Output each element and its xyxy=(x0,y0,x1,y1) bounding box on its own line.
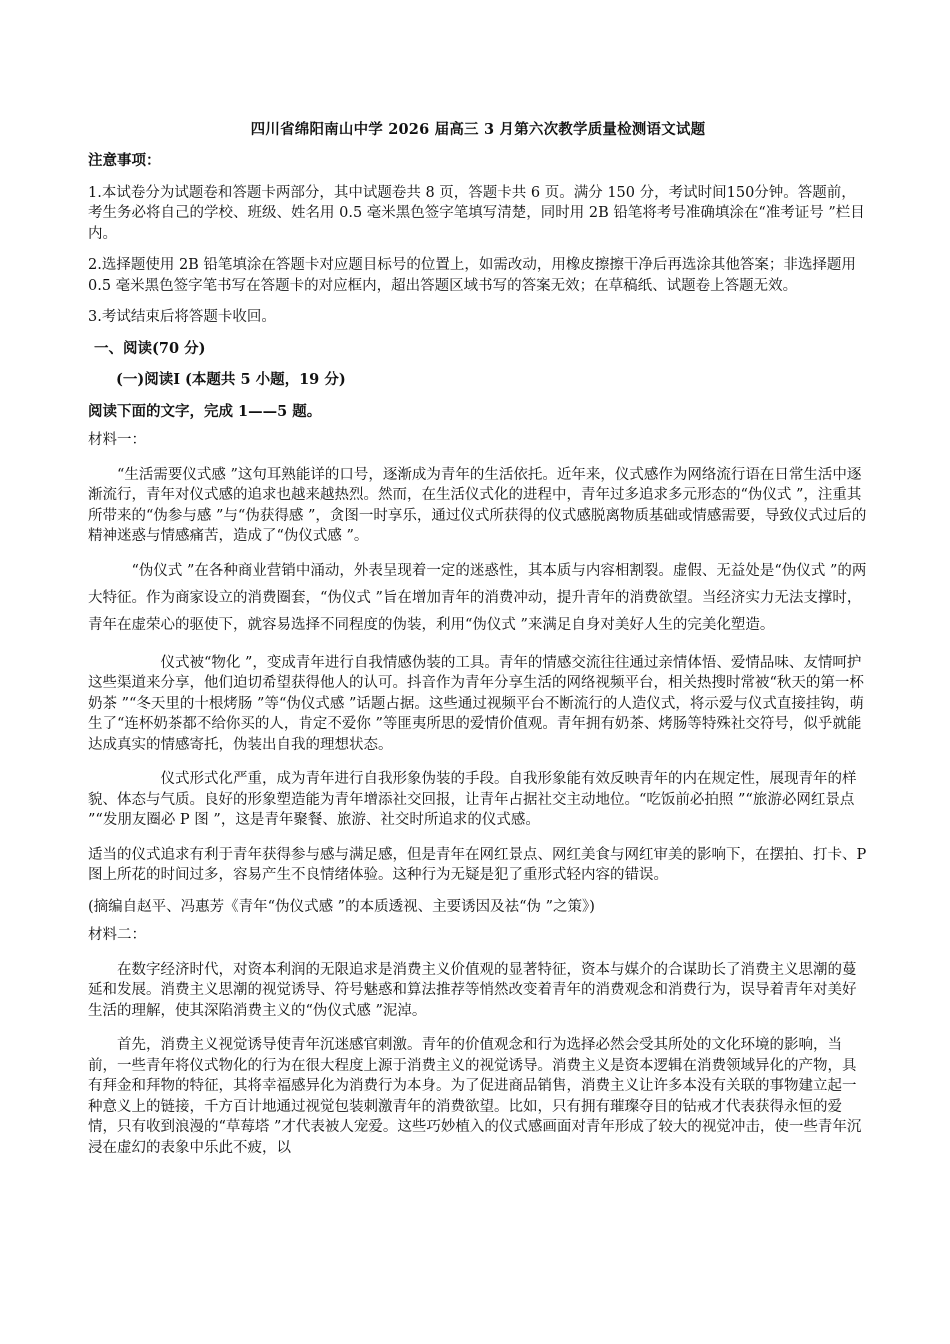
section-heading: 一、阅读(70 分) xyxy=(94,339,206,357)
notice-item-2: 2.选择题使用 2B 铅笔填涂在答题卡对应题目标号的位置上，如需改动，用橡皮擦擦干净后再选涂其他答案；非选择题用 0.5 毫米黑色签字笔书写在答题卡的对应框内，超出答题区域书写的答案无效；在草稿纸、试题卷上答题无效。 xyxy=(88,257,856,294)
material1-label: 材料一： xyxy=(88,432,146,448)
exam-title: 四川省绵阳南山中学 2026 届高三 3 月第六次教学质量检测语文试题 xyxy=(250,121,706,138)
notice-item-1: 1.本试卷分为试题卷和答题卡两部分，其中试题卷共 8 页，答题卡共 6 页。满分 150 分，考试时间150分钟。答题前，考生务必将自己的学校、班级、姓名用 0.5 毫米黑色签字笔填写清楚，同时用 2B 铅笔将考号准确填涂在“准考证号 ”栏目内。 xyxy=(88,184,865,242)
reading-instruction: 阅读下面的文字，完成 1——5 题。 xyxy=(88,402,322,420)
notice-heading: 注意事项： xyxy=(88,152,161,169)
subsection-heading: (一)阅读Ⅰ (本题共 5 小题，19 分) xyxy=(116,371,346,388)
material1-paragraph-2: “伪仪式 ”在各种商业营销中涌动，外表呈现着一定的迷惑性，其本质与内容相割裂。虚假、无益处是“伪仪式 ”的两大特征。作为商家设立的消费圈套，“伪仪式 ”旨在增加青年的消费冲动，提升青年的消费欲望。当经济实力无法支撑时，青年在虚荣心的驱使下，就容易选择不同程度的伪装，利用“伪仪式 ”来满足自身对美好人生的完美化塑造。 xyxy=(88,562,867,633)
notice-item-3: 3.考试结束后将答题卡收回。 xyxy=(88,309,276,325)
material1-paragraph-4: 仪式形式化严重，成为青年进行自我形象伪装的手段。自我形象能有效反映青年的内在规定性，展现青年的样貌、体态与气质。良好的形象塑造能为青年增添社交回报，让青年占据社交主动地位。“吃饭前必拍照 ”“旅游必网红景点 ”“发朋友圈必 P 图 ”，这是青年聚餐、旅游、社交时所追求的仪式感。 xyxy=(88,771,857,828)
material1-paragraph-5: 适当的仪式追求有利于青年获得参与感与满足感，但是青年在网红景点、网红美食与网红审美的影响下，在摆拍、打卡、P 图上所花的时间过多，容易产生不良情绪体验。这种行为无疑是犯了重形式轻内容的错误。 xyxy=(88,846,867,883)
exam-page xyxy=(88,118,868,1158)
material2-paragraph-1: 在数字经济时代，对资本利润的无限追求是消费主义价值观的显著特征，资本与媒介的合谋助长了消费主义思潮的蔓延和发展。消费主义思潮的视觉诱导、符号魅惑和算法推荐等悄然改变着青年的消费观念和消费行为，误导着青年对美好生活的理解，使其深陷消费主义的“伪仪式感 ”泥淖。 xyxy=(88,961,857,1019)
material2-paragraph-2: 首先，消费主义视觉诱导使青年沉迷感官刺激。青年的价值观念和行为选择必然会受其所处的文化环境的影响，当前，一些青年将仪式物化的行为在很大程度上源于消费主义的视觉诱导。消费主义是资本逻辑在消费领域异化的产物，具有拜金和拜物的特征，其将幸福感异化为消费行为本身。为了促进商品销售，消费主义让许多本没有关联的事物建立起一种意义上的链接，千方百计地通过视觉包装刺激青年的消费欲望。比如，只有拥有璀璨夺目的钻戒才代表获得永恒的爱情，只有收到浪漫的“草莓塔 ”才代表被人宠爱。这些巧妙植入的仪式感画面对青年形成了较大的视觉冲击，使一些青年沉浸在虚幻的表象中乐此不疲，以 xyxy=(88,1037,862,1156)
material1-source: (摘编自赵平、冯惠芳《青年“伪仪式感 ”的本质透视、主要诱因及祛“伪 ”之策》) xyxy=(88,898,595,915)
material2-label: 材料二： xyxy=(88,927,146,943)
material1-paragraph-1: “生活需要仪式感 ”这句耳熟能详的口号，逐渐成为青年的生活依托。近年来，仪式感作为网络流行语在日常生活中逐渐流行，青年对仪式感的追求也越来越热烈。然而，在生活仪式化的进程中，青年过多追求多元形态的“伪仪式 ”，注重其所带来的“伪参与感 ”与“伪获得感 ”，贪图一时享乐，通过仪式所获得的仪式感脱离物质基础或情感需要，导致仪式过后的精神迷惑与情感痛苦，造成了“伪仪式感 ”。 xyxy=(88,466,867,544)
material1-paragraph-3: 仪式被“物化 ”，变成青年进行自我情感伪装的工具。青年的情感交流往往通过亲情体悟、爱情品味、友情呵护这些渠道来分享，他们迫切希望获得他人的认可。抖音作为青年分享生活的网络视频平台，相关热搜时常被“秋天的第一杯奶茶 ”“冬天里的十根烤肠 ”等“伪仪式感 ”话题占据。这些通过视频平台不断流行的人造仪式，将示爱与仪式直接挂钩，萌生了“连杯奶茶都不给你买的人，肯定不爱你 ”等匪夷所思的爱情价值观。青年拥有奶茶、烤肠等特殊社交符号，似乎就能达成真实的情感寄托，伪装出自我的理想状态。 xyxy=(88,654,864,753)
